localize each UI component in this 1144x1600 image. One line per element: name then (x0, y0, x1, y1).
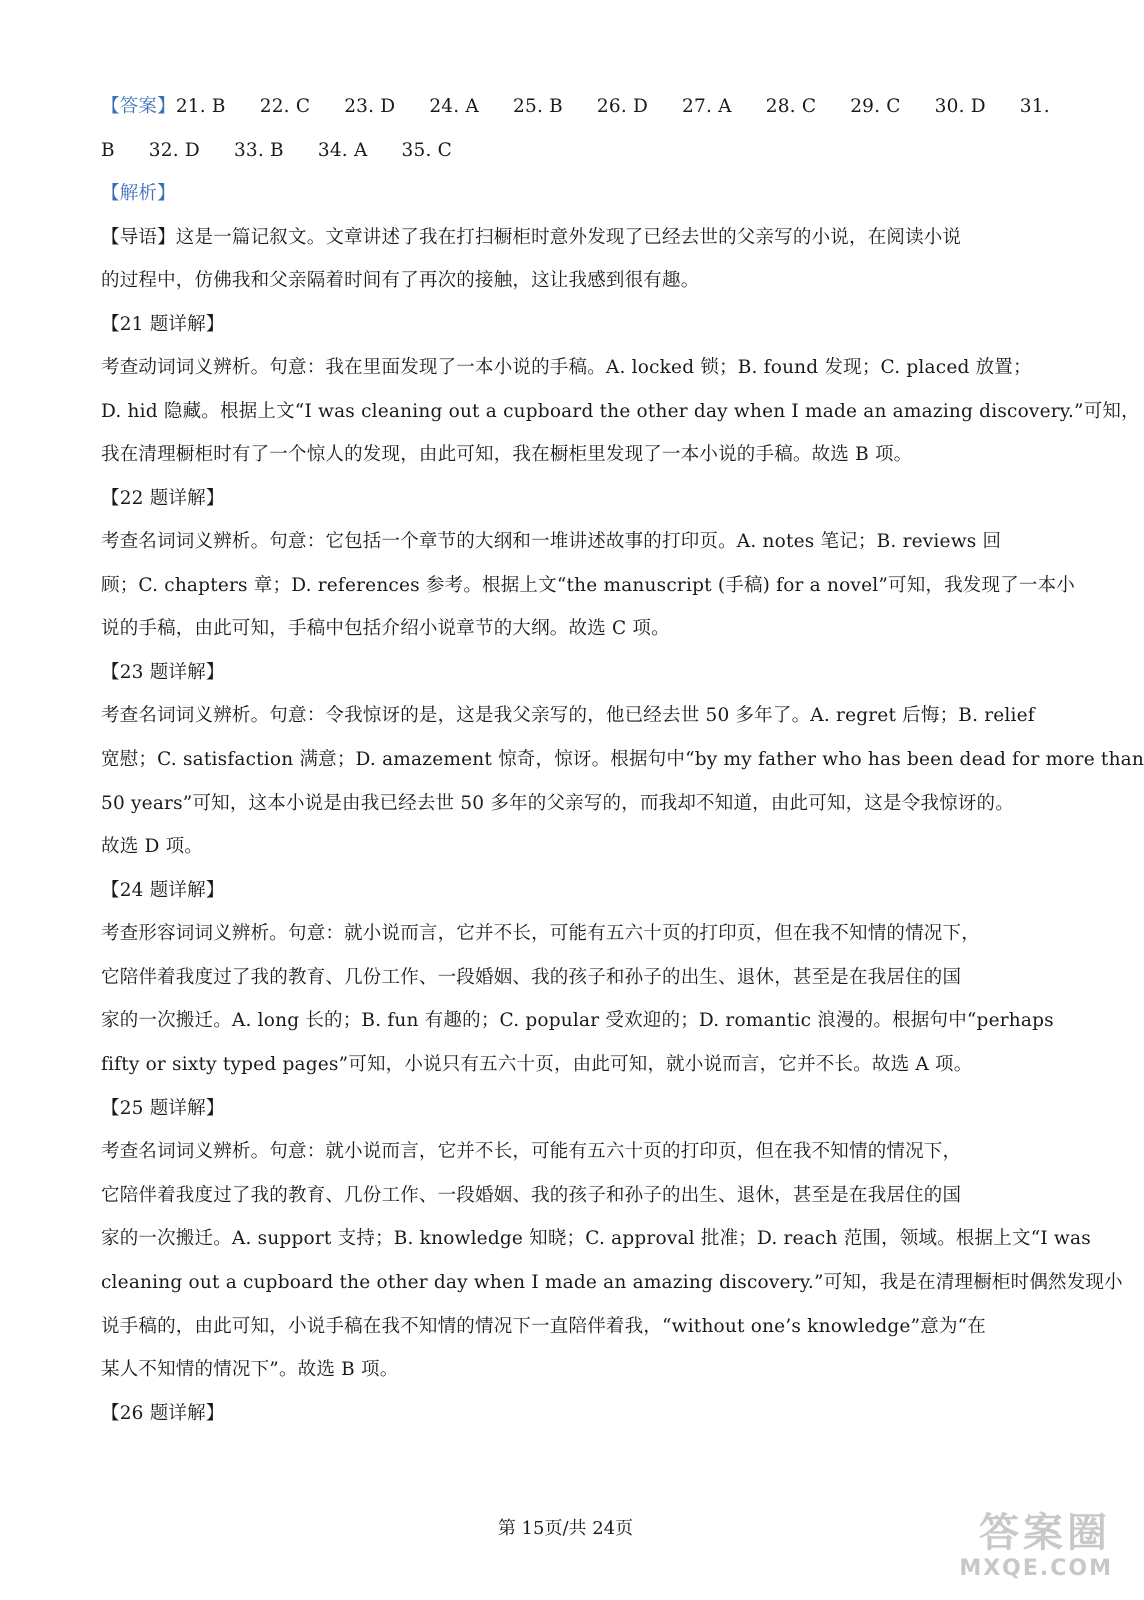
section-text-line: cleaning out a cupboard the other day when I made an amazing discovery.”可知，我是在清理橱柜时偶然发现小 (101, 1272, 1123, 1293)
section-text-line: 家的一次搬迁。A. long 长的；B. fun 有趣的；C. popular 受欢迎的；D. romantic 浪漫的。根据句中“perhaps (101, 1010, 1054, 1031)
section-heading: 【25 题详解】 (101, 1098, 225, 1119)
answer-item: 25. B (513, 96, 563, 117)
answer-item: 33. B (233, 140, 284, 161)
answer-item: 31. (1019, 96, 1050, 117)
section-text-line: 考查形容词词义辨析。句意：就小说而言，它并不长，可能有五六十页的打印页，但在我不知情的情况下， (101, 923, 980, 944)
section-text-line: 考查名词词义辨析。句意：它包括一个章节的大纲和一堆讲述故事的打印页。A. notes 笔记；B. reviews 回 (101, 531, 1002, 552)
answer-label: 【答案】 (101, 96, 176, 117)
section-text-line: 考查动词词义辨析。句意：我在里面发现了一本小说的手稿。A. locked 锁；B. found 发现；C. placed 放置； (101, 357, 1032, 378)
section-heading: 【22 题详解】 (101, 488, 225, 509)
section-text-line: 家的一次搬迁。A. support 支持；B. knowledge 知晓；C. approval 批准；D. reach 范围，领域。根据上文“I was (101, 1228, 1091, 1249)
section-heading: 【23 题详解】 (101, 662, 225, 683)
section-text-line: 宽慰；C. satisfaction 满意；D. amazement 惊奇，惊讶。根据句中“by my father who has been dead for more than (101, 749, 1144, 770)
section-text-line: 50 years”可知，这本小说是由我已经去世 50 多年的父亲写的，而我却不知道，由此可知，这是令我惊讶的。 (101, 793, 1014, 814)
section-text-line: 故选 D 项。 (101, 836, 203, 857)
answer-item: 30. D (934, 96, 986, 117)
section-text-line: 某人不知情的情况下”。故选 B 项。 (101, 1359, 399, 1380)
section-text-line: 说的手稿，由此可知，手稿中包括介绍小说章节的大纲。故选 C 项。 (101, 618, 670, 639)
answer-item: 26. D (596, 96, 649, 117)
section-heading: 【24 题详解】 (101, 880, 225, 901)
answer-item: 35. C (401, 140, 452, 161)
intro-line: 【导语】这是一篇记叙文。文章讲述了我在打扫橱柜时意外发现了已经去世的父亲写的小说，在阅读小说 (101, 227, 962, 248)
section-text-line: 考查名词词义辨析。句意：令我惊讶的是，这是我父亲写的，他已经去世 50 多年了。A. regret 后悔；B. relief (101, 705, 1035, 726)
answer-item: 24. A (429, 96, 479, 117)
watermark-url: MXQE.COM (959, 1556, 1113, 1581)
answer-item: 34. A (317, 140, 368, 161)
analysis-label: 【解析】 (101, 183, 176, 204)
answer-item: 28. C (765, 96, 817, 117)
section-text-line: 它陪伴着我度过了我的教育、几份工作、一段婚姻、我的孩子和孙子的出生、退休，甚至是在我居住的国 (101, 967, 962, 988)
answer-key-line-1 (101, 85, 1050, 129)
answer-item: 29. C (850, 96, 901, 117)
answer-item: 32. D (148, 140, 200, 161)
intro-line: 的过程中，仿佛我和父亲隔着时间有了再次的接触，这让我感到很有趣。 (101, 270, 700, 291)
answer-item: 23. D (344, 96, 396, 117)
section-text-line: fifty or sixty typed pages”可知，小说只有五六十页，由此可知，就小说而言，它并不长。故选 A 项。 (101, 1054, 973, 1075)
section-text-line: 说手稿的，由此可知，小说手稿在我不知情的情况下一直陪伴着我，“without one’s knowledge”意为“在 (101, 1316, 986, 1337)
section-text-line: 考查名词词义辨析。句意：就小说而言，它并不长，可能有五六十页的打印页，但在我不知情的情况下， (101, 1141, 962, 1162)
answer-key-line-2 (101, 129, 1031, 173)
section-text-line: 顾；C. chapters 章；D. references 参考。根据上文“the manuscript (手稿) for a novel”可知，我发现了一本小 (101, 575, 1075, 596)
answer-item: 22. C (259, 96, 311, 117)
answer-item: 27. A (682, 96, 732, 117)
section-heading: 【21 题详解】 (101, 314, 225, 335)
answer-item: B (101, 140, 115, 161)
page-number: 第 15页/共 24页 (497, 1518, 634, 1539)
watermark-logo-text: 答案圈 (979, 1510, 1111, 1556)
site-watermark (923, 1510, 1123, 1586)
section-text-line: 我在清理橱柜时有了一个惊人的发现，由此可知，我在橱柜里发现了一本小说的手稿。故选 B 项。 (101, 444, 913, 465)
section-text-line: D. hid 隐藏。根据上文“I was cleaning out a cupboard the other day when I made an amazing discovery.”可知， (101, 401, 1140, 422)
answer-item: 21. B (175, 96, 226, 117)
section-heading: 【26 题详解】 (101, 1403, 225, 1424)
section-text-line: 它陪伴着我度过了我的教育、几份工作、一段婚姻、我的孩子和孙子的出生、退休，甚至是在我居住的国 (101, 1185, 962, 1206)
